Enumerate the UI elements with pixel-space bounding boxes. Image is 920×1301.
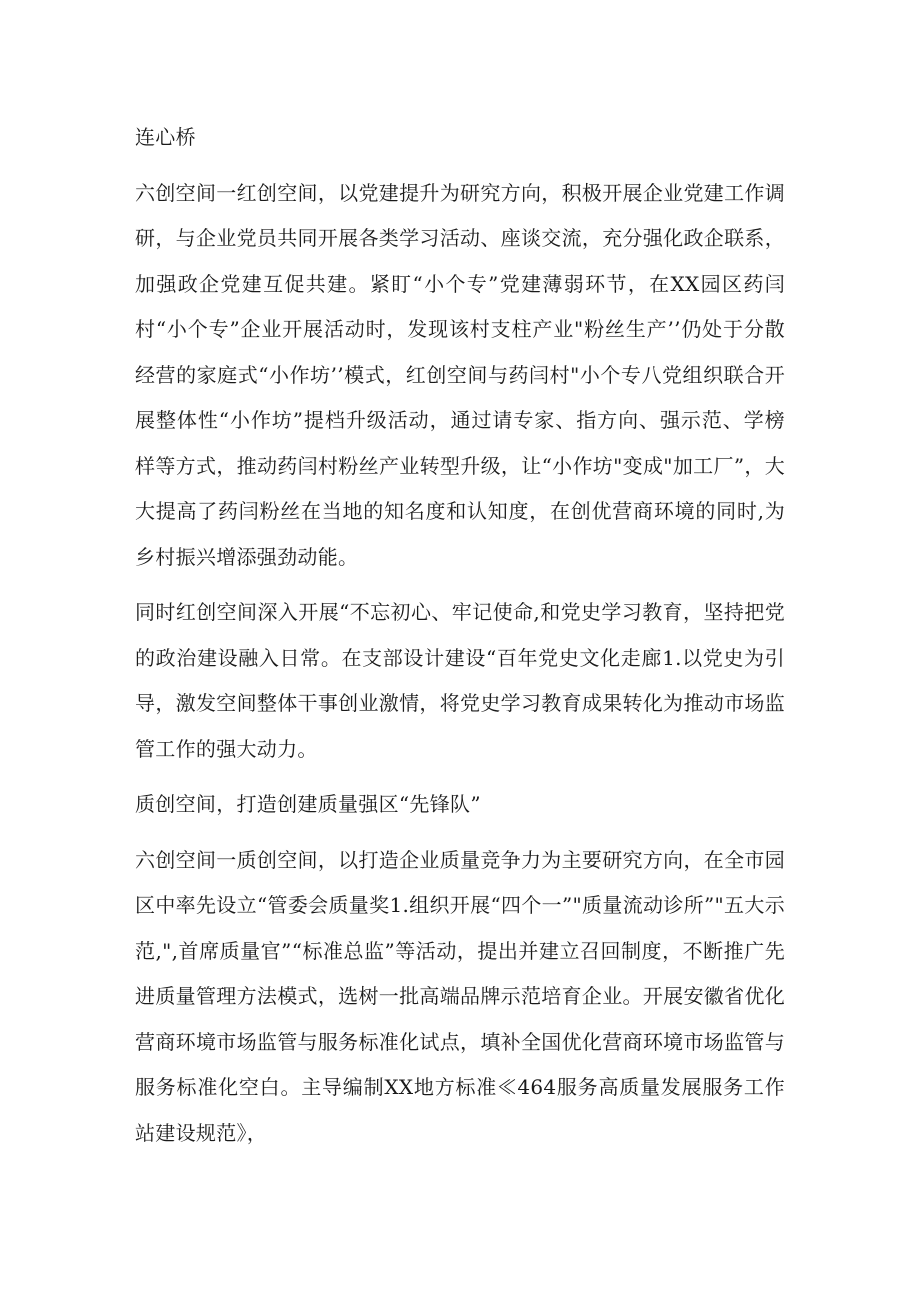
paragraph-quality-space: 六创空间一质创空间，以打造企业质量竞争力为主要研究方向，在全市园区中率先设立“管委会质量奖1.组织开展“四个一”"质量流动诊所”"五大示范,",首席质量官”“标准总监”等活动，提出并建立召回制度，不断推广先进质量管理方法模式，选树一批高端品牌示范培育企业。开展安徽省优化营商环境市场监管与服务标准化试点，填补全国优化营商环境市场监管与服务标准化空白。主导编制XX地方标准≪464服务高质量发展服务工作站建设规范》， bbox=[135, 847, 785, 1145]
paragraph-party-history: 同时红创空间深入开展“不忘初心、牢记使命,和党史学习教育，坚持把党的政治建设融入日常。在支部设计建设“百年党史文化走廊1.以党史为引导，激发空间整体干事创业激情，将党史学习教育成果转化为推动市场监管工作的强大动力。 bbox=[135, 600, 785, 761]
paragraph-red-space: 六创空间一红创空间，以党建提升为研究方向，积极开展企业党建工作调研，与企业党员共同开展各类学习活动、座谈交流，充分强化政企联系，加强政企党建互促共建。紧盯“小个专”党建薄弱环节，在XX园区药闫村“小个专”企业开展活动时，发现该村支柱产业"粉丝生产’’仍处于分散经营的家庭式“小作坊’’模式，红创空间与药闫村"小个专八党组织联合开展整体性“小作坊”提档升级活动，通过请专家、指方向、强示范、学榜样等方式，推动药闫村粉丝产业转型升级，让“小作坊"变成"加工厂”，大大提高了药闫粉丝在当地的知名度和认知度，在创优营商环境的同时,为乡村振兴增添强劲动能。 bbox=[135, 180, 785, 569]
section-heading-lianxinqiao: 连心桥 bbox=[135, 125, 196, 149]
section-heading-quality-space: 质创空间，打造创建质量强区“先锋队” bbox=[135, 792, 481, 816]
document-body bbox=[135, 115, 785, 1166]
